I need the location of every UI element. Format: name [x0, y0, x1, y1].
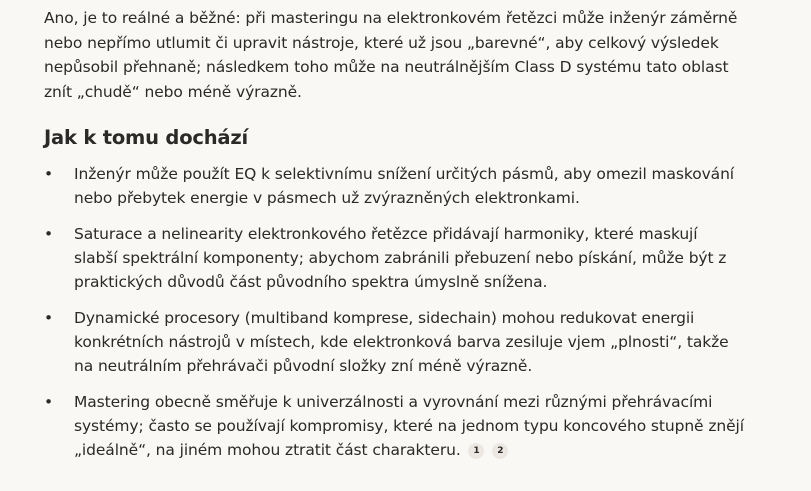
list-item-text: Mastering obecně směřuje k univerzálnosti a vyrovnání mezi různými přehrávacími systémy; často se používají kompromisy, které na jednom typu koncového stupně znějí „ideálně“, na jiném mohou ztratit část charakteru.: [74, 393, 744, 459]
list-item-text: Dynamické procesory (multiband komprese, sidechain) mohou redukovat energii konkrétních nástrojů v místech, kde elektronková barva zesiluje vjem „plnosti“, takže na neutrálním přehrávači původní složky zní méně výrazně.: [74, 309, 729, 375]
citation-badge-2[interactable]: 2: [492, 443, 508, 459]
answer-content: [44, 6, 744, 474]
list-item-text: Inženýr může použít EQ k selektivnímu snížení určitých pásmů, aby omezil maskování nebo přebytek energie v pásmech už zvýrazněných elektronkami.: [74, 165, 735, 207]
list-item: [44, 306, 744, 378]
bullet-list: [44, 162, 744, 462]
bullet-marker: •: [44, 165, 54, 183]
section-heading: Jak k tomu dochází: [44, 126, 249, 149]
citation-badge-1[interactable]: 1: [468, 443, 484, 459]
list-item: [44, 162, 744, 210]
list-item: [44, 390, 744, 462]
bullet-marker: •: [44, 225, 54, 243]
bullet-marker: •: [44, 393, 54, 411]
bullet-marker: •: [44, 309, 54, 327]
list-item: [44, 222, 744, 294]
intro-paragraph: Ano, je to reálné a běžné: při masteringu na elektronkovém řetězci může inženýr záměrně nebo nepřímo utlumit či upravit nástroje, které už jsou „barevné“, aby celkový výsledek nepůsobil přehnaně; následkem toho může na neutrálnějším Class D systému tato oblast znít „chudě“ nebo méně výrazně.: [44, 9, 738, 101]
list-item-text: Saturace a nelinearity elektronkového řetězce přidávají harmoniky, které maskují slabší spektrální komponenty; abychom zabránili přebuzení nebo pískání, může být z praktických důvodů část původního spektra úmyslně snížena.: [74, 225, 727, 291]
